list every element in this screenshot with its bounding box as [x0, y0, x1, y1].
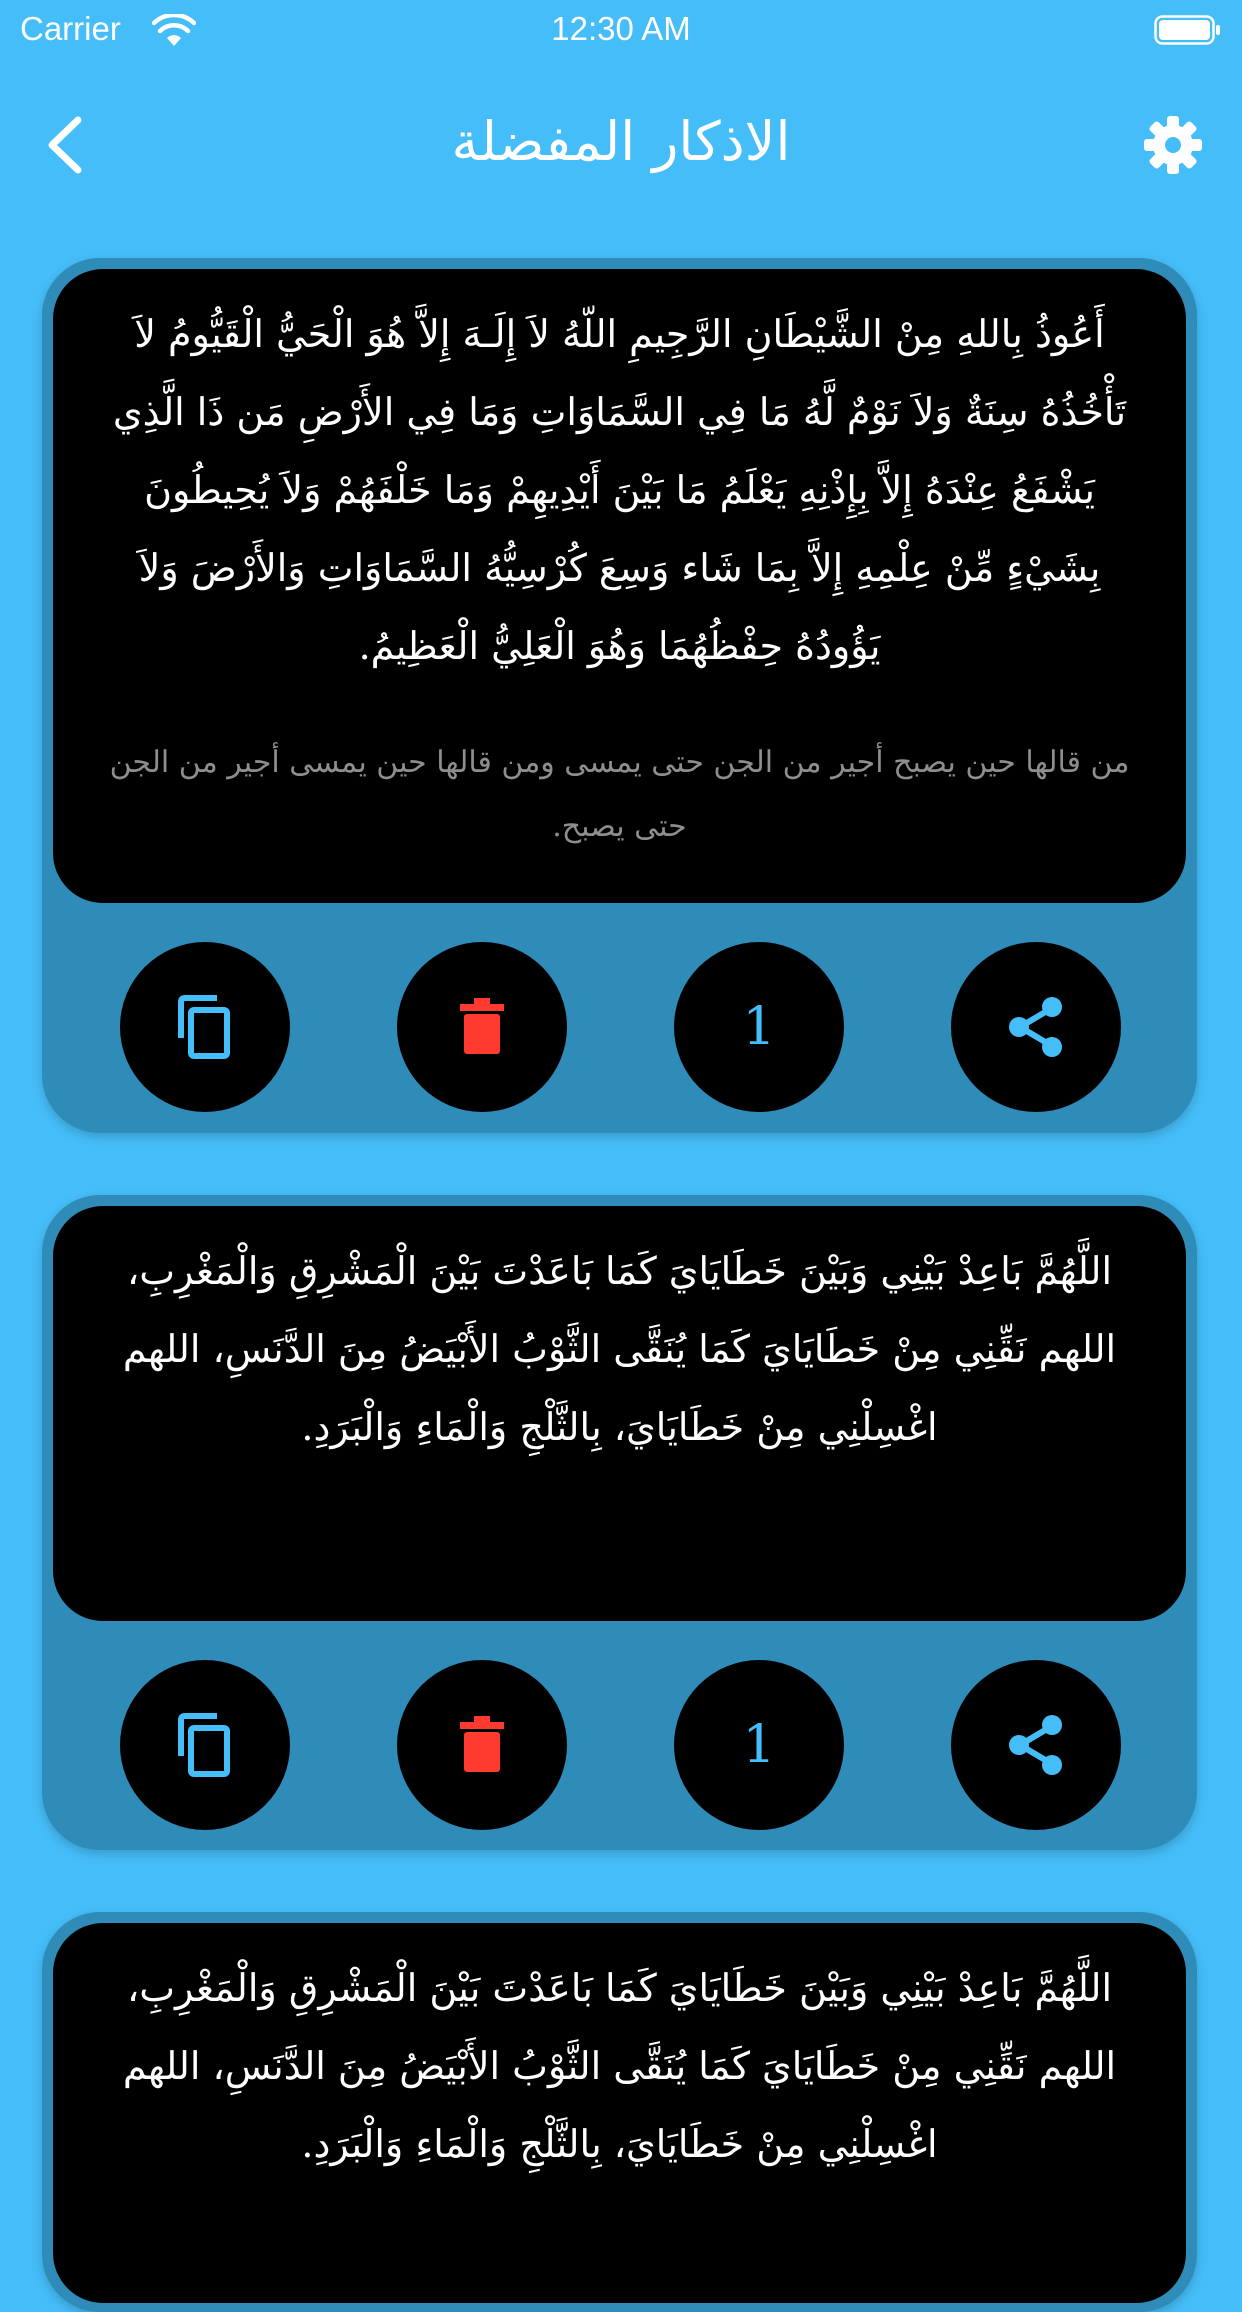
zikr-text: أَعُوذُ بِاللهِ مِنْ الشَّيْطَانِ الرَّجِيمِ اللّهُ لاَ إِلَـهَ إِلاَّ هُوَ الْحَيُّ الْقَيُّومُ لاَ تَأْخُذُهُ سِنَةٌ وَلاَ نَوْمٌ لَّهُ مَا فِي السَّمَاوَاتِ وَمَا فِي الأَرْضِ مَن ذَا الَّذِي يَشْفَعُ عِنْدَهُ إِلاَّ بِإِذْنِهِ يَعْلَمُ مَا بَيْنَ أَيْدِيهِمْ وَمَا خَلْفَهُمْ وَلاَ يُحِيطُونَ بِشَيْءٍ مِّنْ عِلْمِهِ إِلاَّ بِمَا شَاء وَسِعَ كُرْسِيُّهُ السَّمَاوَاتِ وَالأَرْضَ وَلاَ يَؤُودُهُ حِفْظُهُمَا وَهُوَ الْعَلِيُّ الْعَظِيمُ.: [112, 312, 1127, 668]
share-button[interactable]: [951, 1660, 1121, 1830]
zikr-text-panel: [53, 269, 1186, 903]
share-icon: [1006, 996, 1066, 1058]
copy-icon: [173, 1710, 237, 1780]
copy-button[interactable]: [120, 942, 290, 1112]
zikr-text-panel: [53, 1206, 1186, 1621]
counter-button[interactable]: [674, 942, 844, 1112]
trash-icon: [458, 998, 506, 1056]
zikr-card: [42, 1195, 1197, 1850]
zikr-text: اللَّهُمَّ بَاعِدْ بَيْنِي وَبَيْنَ خَطَايَايَ كَمَا بَاعَدْتَ بَيْنَ الْمَشْرِقِ وَالْمَغْرِبِ، اللهم نَقِّنِي مِنْ خَطَايَايَ كَمَا يُنَقَّى الثَّوْبُ الأَبْيَضُ مِنَ الدَّنَسِ، اللهم اغْسِلْنِي مِنْ خَطَايَايَ، بِالثَّلْجِ وَالْمَاءِ وَالْبَرَدِ.: [122, 1966, 1117, 2166]
card-actions: [42, 942, 1197, 1112]
repeat-count: 1: [742, 997, 776, 1057]
nav-bar: [0, 100, 1242, 190]
share-button[interactable]: [951, 942, 1121, 1112]
card-actions: [42, 1660, 1197, 1830]
carrier-label: Carrier: [20, 10, 121, 47]
zikr-card: [42, 258, 1197, 1133]
page-title: الاذكار المفضلة: [451, 110, 791, 173]
copy-button[interactable]: [120, 1660, 290, 1830]
zikr-card: [42, 1912, 1197, 2312]
delete-button[interactable]: [397, 942, 567, 1112]
counter-button[interactable]: [674, 1660, 844, 1830]
delete-button[interactable]: [397, 1660, 567, 1830]
trash-icon: [458, 1716, 506, 1774]
zikr-text: اللَّهُمَّ بَاعِدْ بَيْنِي وَبَيْنَ خَطَايَايَ كَمَا بَاعَدْتَ بَيْنَ الْمَشْرِقِ وَالْمَغْرِبِ، اللهم نَقِّنِي مِنْ خَطَايَايَ كَمَا يُنَقَّى الثَّوْبُ الأَبْيَضُ مِنَ الدَّنَسِ، اللهم اغْسِلْنِي مِنْ خَطَايَايَ، بِالثَّلْجِ وَالْمَاءِ وَالْبَرَدِ.: [122, 1249, 1117, 1449]
clock: 12:30 AM: [551, 10, 691, 47]
gear-icon[interactable]: [1142, 114, 1204, 176]
zikr-note: من قالها حين يصبح أجير من الجن حتى يمسى ومن قالها حين يمسى أجير من الجن حتى يصبح.: [109, 745, 1130, 844]
battery-icon: [1154, 15, 1222, 45]
copy-icon: [173, 992, 237, 1062]
zikr-text-panel: [53, 1923, 1186, 2303]
share-icon: [1006, 1714, 1066, 1776]
repeat-count: 1: [742, 1715, 776, 1775]
status-bar: [0, 0, 1242, 62]
